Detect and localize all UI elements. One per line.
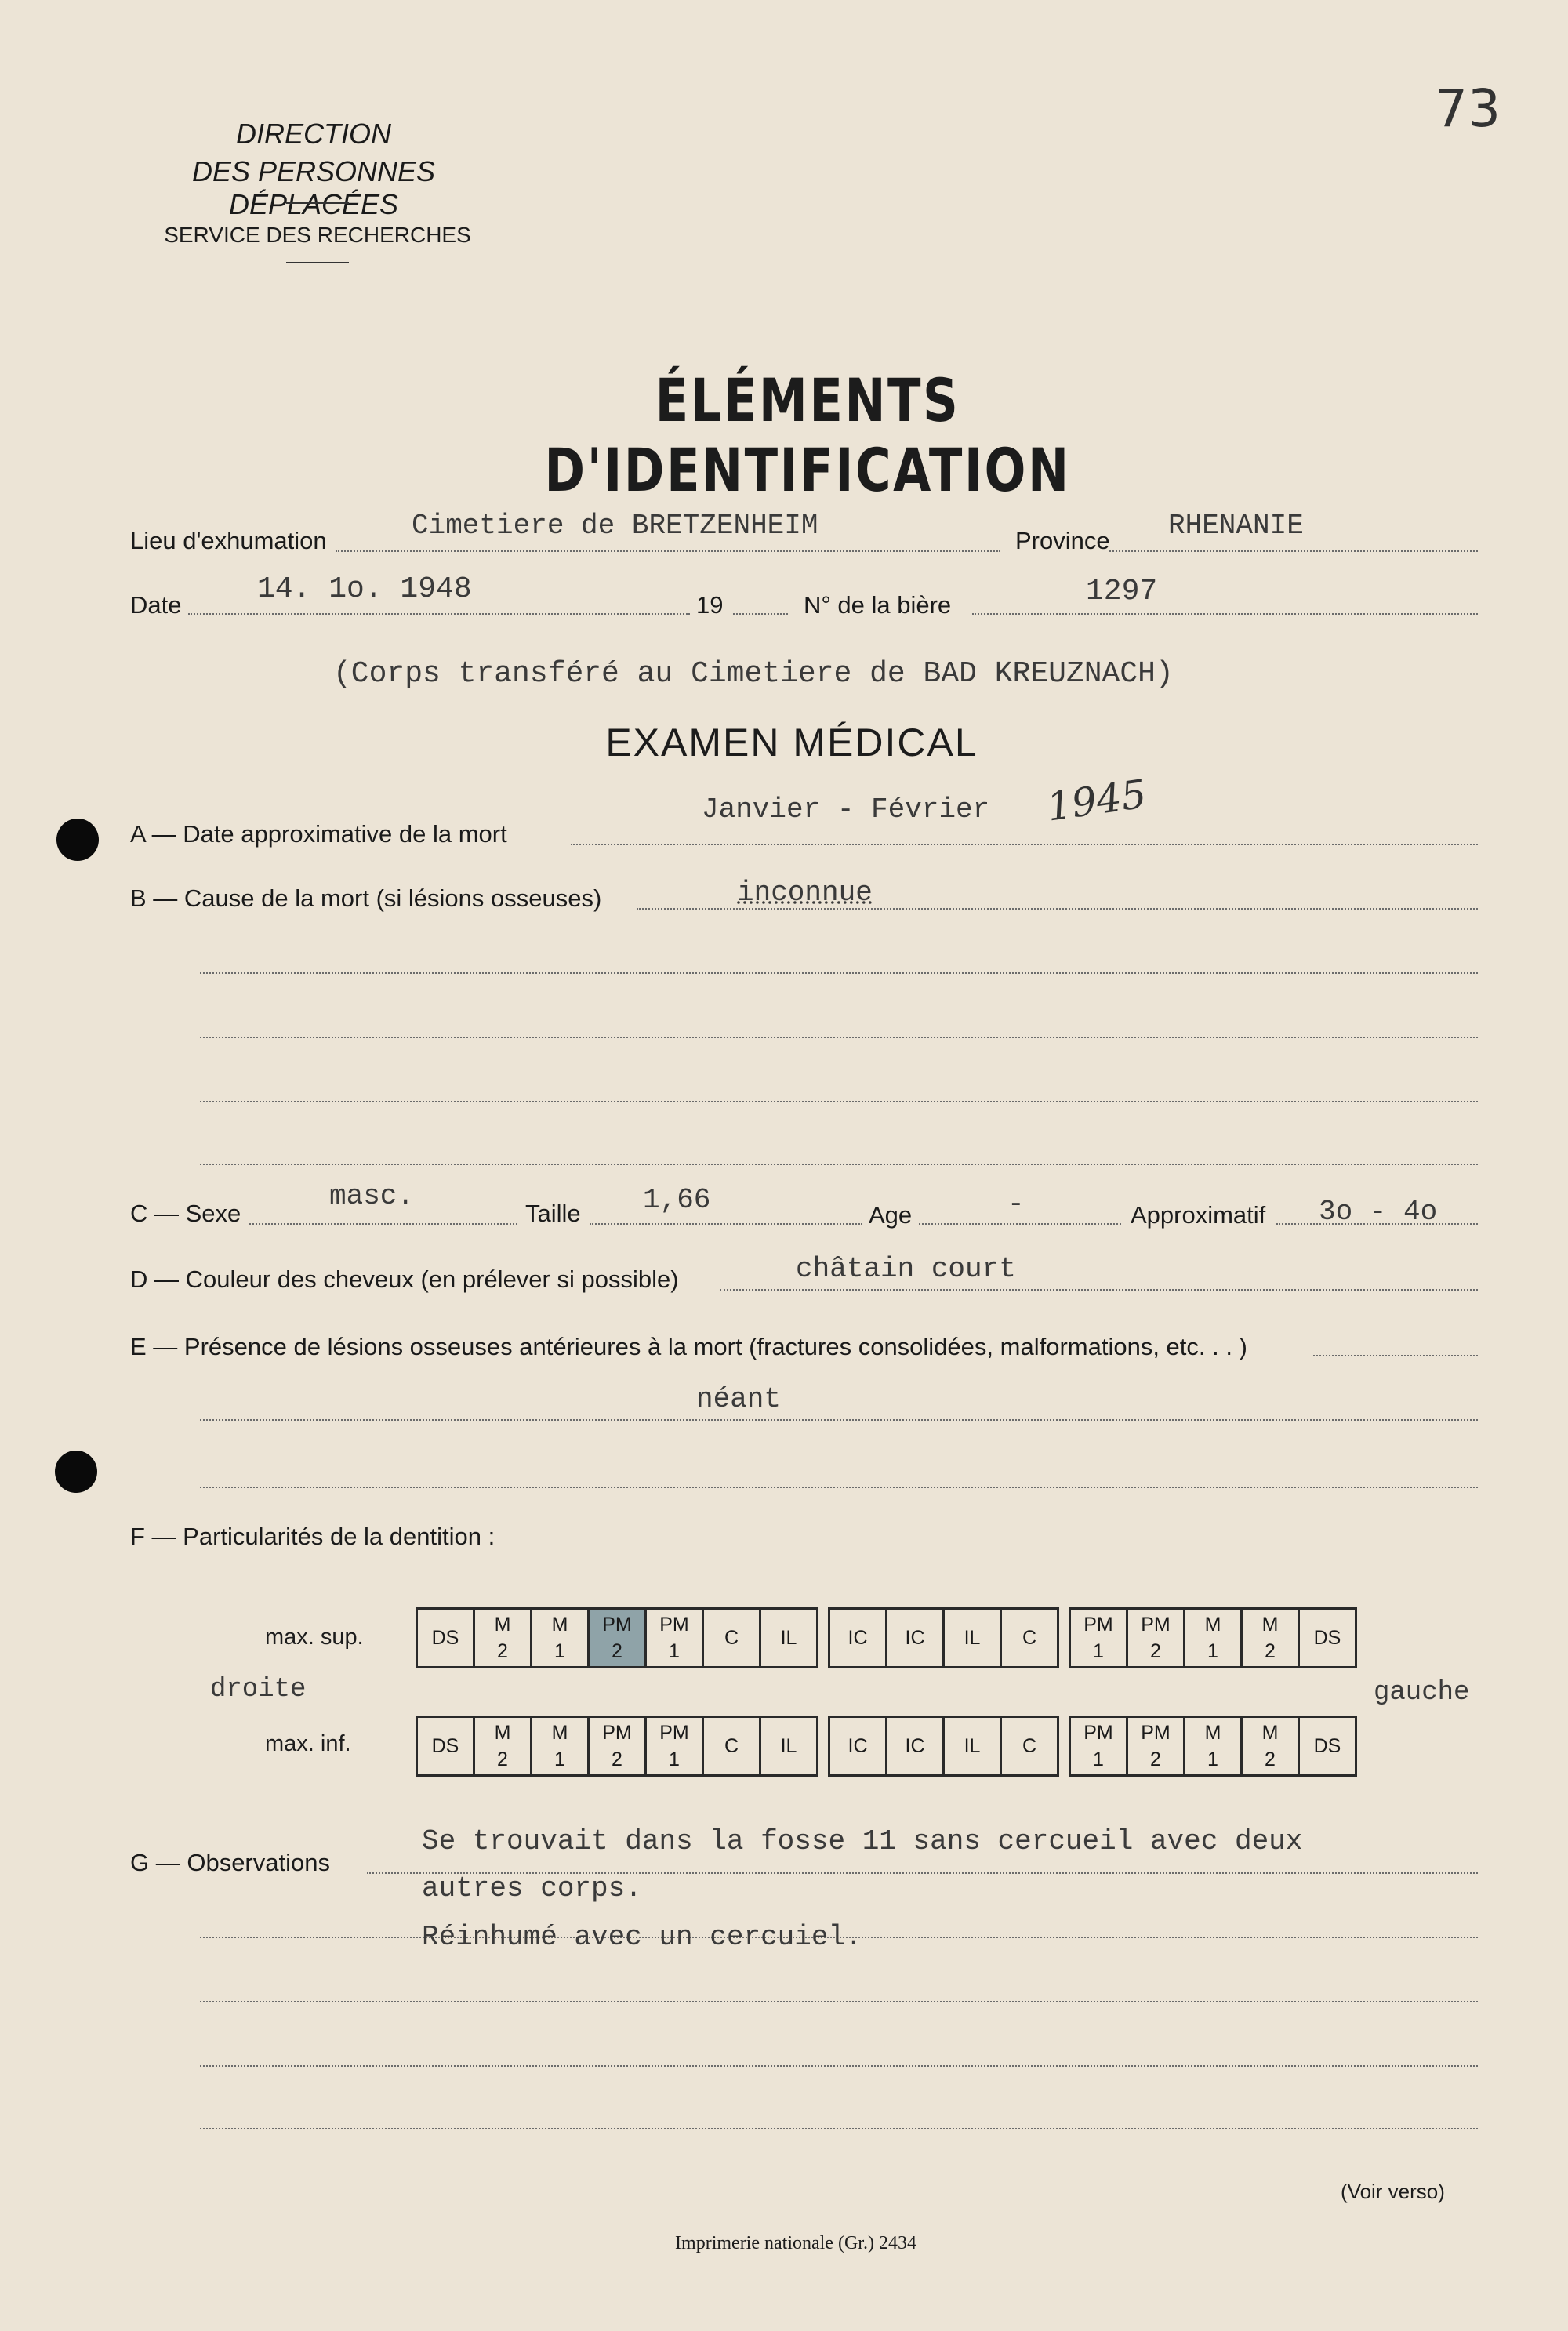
punch-hole [56,819,99,861]
page-number: 73 [1435,78,1501,139]
tooth-sup-pm1 [1070,1609,1127,1668]
tooth-number: 2 [497,1640,508,1662]
tooth-separator [1058,1717,1070,1776]
tooth-separator [818,1717,829,1776]
tooth-inf-ds [1299,1717,1356,1776]
tooth-number: 1 [1207,1640,1218,1662]
header-service: SERVICE DES RECHERCHES [164,223,471,247]
tooth-number: 2 [1150,1640,1161,1662]
g-blank-line [200,2065,1478,2067]
tooth-sup-ic [829,1609,887,1668]
c-sexe-label: C — Sexe [130,1200,241,1227]
f-sup-label: max. sup. [265,1625,364,1650]
tooth-code: DS [431,1735,459,1757]
tooth-inf-il [944,1717,1001,1776]
e-value: néant [696,1383,782,1415]
header-rule [286,202,349,204]
b-blank-line [200,1101,1478,1102]
a-label: A — Date approximative de la mort [130,820,507,848]
a-line [571,844,1478,845]
c-taille-label: Taille [525,1200,581,1227]
province-label: Province [1015,527,1110,554]
g-line2-text: autres corps. [422,1872,642,1904]
c-taille-value: 1,66 [643,1184,711,1216]
tooth-code: DS [431,1627,459,1649]
tooth-code: DS [1313,1627,1341,1649]
tooth-inf-pm1 [1070,1717,1127,1776]
tooth-separator [1058,1609,1070,1668]
b-value: inconnue [737,877,873,909]
tooth-number: 1 [554,1640,565,1662]
tooth-number: 2 [1265,1640,1276,1662]
tooth-sup-c [703,1609,760,1668]
lieu-value: Cimetiere de BRETZENHEIM [412,510,818,542]
tooth-number: 2 [612,1748,622,1770]
g-line3-text: Réinhumé avec un cercuiel. [422,1921,862,1953]
tooth-code: PM [659,1614,689,1636]
c-approx-label: Approximatif [1131,1201,1266,1229]
tooth-code: M [1261,1614,1279,1636]
dentition-lower-table [416,1716,1357,1777]
g-label: G — Observations [130,1849,330,1876]
tooth-inf-m2 [1242,1717,1299,1776]
lieu-line [336,550,1000,552]
tooth-code: M [494,1614,511,1636]
c-sexe-value: masc. [329,1180,415,1212]
tooth-code: M [1204,1722,1221,1744]
date-line [188,613,690,615]
tooth-code: IL [964,1627,981,1649]
tooth-code: IL [780,1735,797,1757]
biere-value: 1297 [1086,575,1158,608]
tooth-code: PM [602,1614,632,1636]
tooth-code: M [551,1614,568,1636]
tooth-number: 2 [1150,1748,1161,1770]
tooth-sup-pm1 [646,1609,703,1668]
date-label: Date [130,591,182,619]
tooth-code: M [1261,1722,1279,1744]
tooth-number: 1 [669,1640,680,1662]
d-label: D — Couleur des cheveux (en prélever si possible) [130,1265,679,1293]
tooth-sup-ds [417,1609,474,1668]
tooth-sup-pm2 [1127,1609,1185,1668]
tooth-sup-m2 [474,1609,532,1668]
tooth-sup-pm2 [589,1609,646,1668]
c-approx-value: 3o - 4o [1319,1196,1438,1228]
tooth-number: 1 [1093,1748,1104,1770]
f-droite: droite [210,1675,307,1705]
tooth-inf-m1 [1185,1717,1242,1776]
tooth-inf-ic [829,1717,887,1776]
g-line1-text: Se trouvait dans la fosse 11 sans cercueil avec deux [422,1825,1303,1857]
imprint: Imprimerie nationale (Gr.) 2434 [675,2233,916,2253]
tooth-code: M [494,1722,511,1744]
tooth-inf-ic [887,1717,944,1776]
date-value: 14. 1o. 1948 [257,572,472,606]
tooth-number: 2 [497,1748,508,1770]
tooth-code: IL [964,1735,981,1757]
e-blank-line [200,1487,1478,1488]
tooth-sup-c [1001,1609,1058,1668]
tooth-code: IC [848,1735,868,1757]
a-value: Janvier - Février [702,793,990,826]
voir-verso: (Voir verso) [1341,2180,1445,2203]
g-blank-line [200,2001,1478,2002]
tooth-inf-pm2 [1127,1717,1185,1776]
tooth-number: 1 [1207,1748,1218,1770]
transfer-note: (Corps transféré au Cimetiere de BAD KREUZNACH) [333,657,1174,691]
f-inf-label: max. inf. [265,1731,351,1756]
tooth-number: 2 [1265,1748,1276,1770]
tooth-sup-il [760,1609,818,1668]
tooth-code: PM [1141,1614,1171,1636]
c-age-value: - [1007,1188,1025,1220]
c-taille-line [590,1223,862,1225]
tooth-sup-m1 [1185,1609,1242,1668]
biere-line [972,613,1478,615]
section-title: EXAMEN MÉDICAL [605,721,978,764]
tooth-number: 1 [1093,1640,1104,1662]
tooth-code: IC [848,1627,868,1649]
tooth-code: IC [905,1627,925,1649]
tooth-sup-m2 [1242,1609,1299,1668]
tooth-sup-il [944,1609,1001,1668]
tooth-code: C [724,1627,739,1649]
tooth-code: PM [1083,1614,1113,1636]
province-line [1109,550,1478,552]
punch-hole [55,1451,97,1493]
tooth-inf-ds [417,1717,474,1776]
date-year-prefix: 19 [696,591,724,619]
tooth-inf-m1 [532,1717,589,1776]
f-label: F — Particularités de la dentition : [130,1523,495,1550]
d-value: châtain court [796,1253,1016,1285]
year-line [733,613,788,615]
biere-label: N° de la bière [804,591,952,619]
tooth-separator [818,1609,829,1668]
tooth-inf-c [703,1717,760,1776]
tooth-code: PM [659,1722,689,1744]
tooth-code: IL [780,1627,797,1649]
tooth-code: PM [1141,1722,1171,1744]
tooth-code: PM [602,1722,632,1744]
province-value: RHENANIE [1168,510,1304,542]
e-label: E — Présence de lésions osseuses antérieures à la mort (fractures consolidées, malformations, etc. . . ) [130,1333,1247,1360]
tooth-number: 1 [554,1748,565,1770]
b-blank-line [200,1164,1478,1165]
f-gauche: gauche [1374,1678,1470,1708]
dentition-upper-table [416,1607,1357,1668]
g-blank-line [200,2128,1478,2129]
c-age-label: Age [869,1201,913,1229]
tooth-sup-ds [1299,1609,1356,1668]
tooth-sup-m1 [532,1609,589,1668]
tooth-inf-il [760,1717,818,1776]
tooth-sup-ic [887,1609,944,1668]
b-blank-line [200,1037,1478,1038]
header-direction: DIRECTION [236,118,391,150]
tooth-code: M [551,1722,568,1744]
lieu-label: Lieu d'exhumation [130,527,327,554]
tooth-code: C [724,1735,739,1757]
d-line [720,1289,1478,1291]
header-rule [286,262,349,263]
tooth-inf-pm1 [646,1717,703,1776]
tooth-inf-pm2 [589,1717,646,1776]
tooth-code: DS [1313,1735,1341,1757]
b-blank-line [200,972,1478,974]
tooth-code: C [1022,1735,1037,1757]
e-blank-line [200,1419,1478,1421]
a-handwritten-year: 1945 [1044,771,1149,830]
e-line [1313,1355,1478,1356]
tooth-code: PM [1083,1722,1113,1744]
c-sexe-line [249,1223,517,1225]
tooth-code: C [1022,1627,1037,1649]
tooth-code: IC [905,1735,925,1757]
tooth-number: 1 [669,1748,680,1770]
tooth-inf-m2 [474,1717,532,1776]
tooth-inf-c [1001,1717,1058,1776]
tooth-code: M [1204,1614,1221,1636]
tooth-number: 2 [612,1640,622,1662]
header-personnes-deplacees: DES PERSONNES DÉPLACÉES [191,155,436,220]
b-label: B — Cause de la mort (si lésions osseuses) [130,884,602,912]
c-age-line [919,1223,1121,1225]
form-title: ÉLÉMENTS D'IDENTIFICATION [544,365,1071,505]
